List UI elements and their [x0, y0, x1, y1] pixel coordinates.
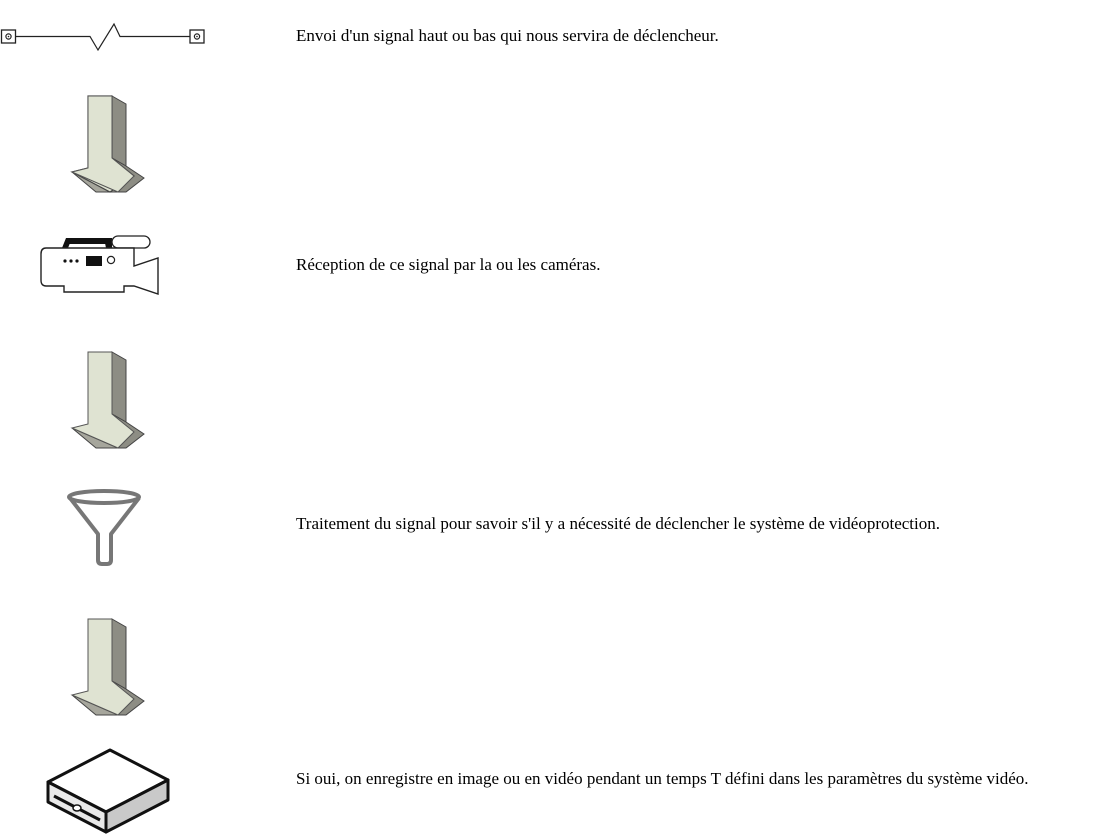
step-3-text: Traitement du signal pour savoir s'il y a nécessité de déclencher le système de vidéoprotection. [296, 514, 940, 533]
step-1-text: Envoi d'un signal haut ou bas qui nous servira de déclencheur. [296, 26, 719, 45]
down-arrow-icon [70, 617, 146, 717]
filter-funnel-icon [66, 488, 146, 568]
step-2-text: Réception de ce signal par la ou les caméras. [296, 255, 601, 274]
video-recorder-icon [44, 746, 172, 836]
camera-icon [38, 232, 164, 298]
signal-trigger-icon [0, 22, 210, 52]
down-arrow-icon [70, 350, 146, 450]
step-4-text: Si oui, on enregistre en image ou en vidéo pendant un temps T défini dans les paramètres du système vidéo. [296, 769, 1029, 788]
down-arrow-icon [70, 94, 146, 194]
